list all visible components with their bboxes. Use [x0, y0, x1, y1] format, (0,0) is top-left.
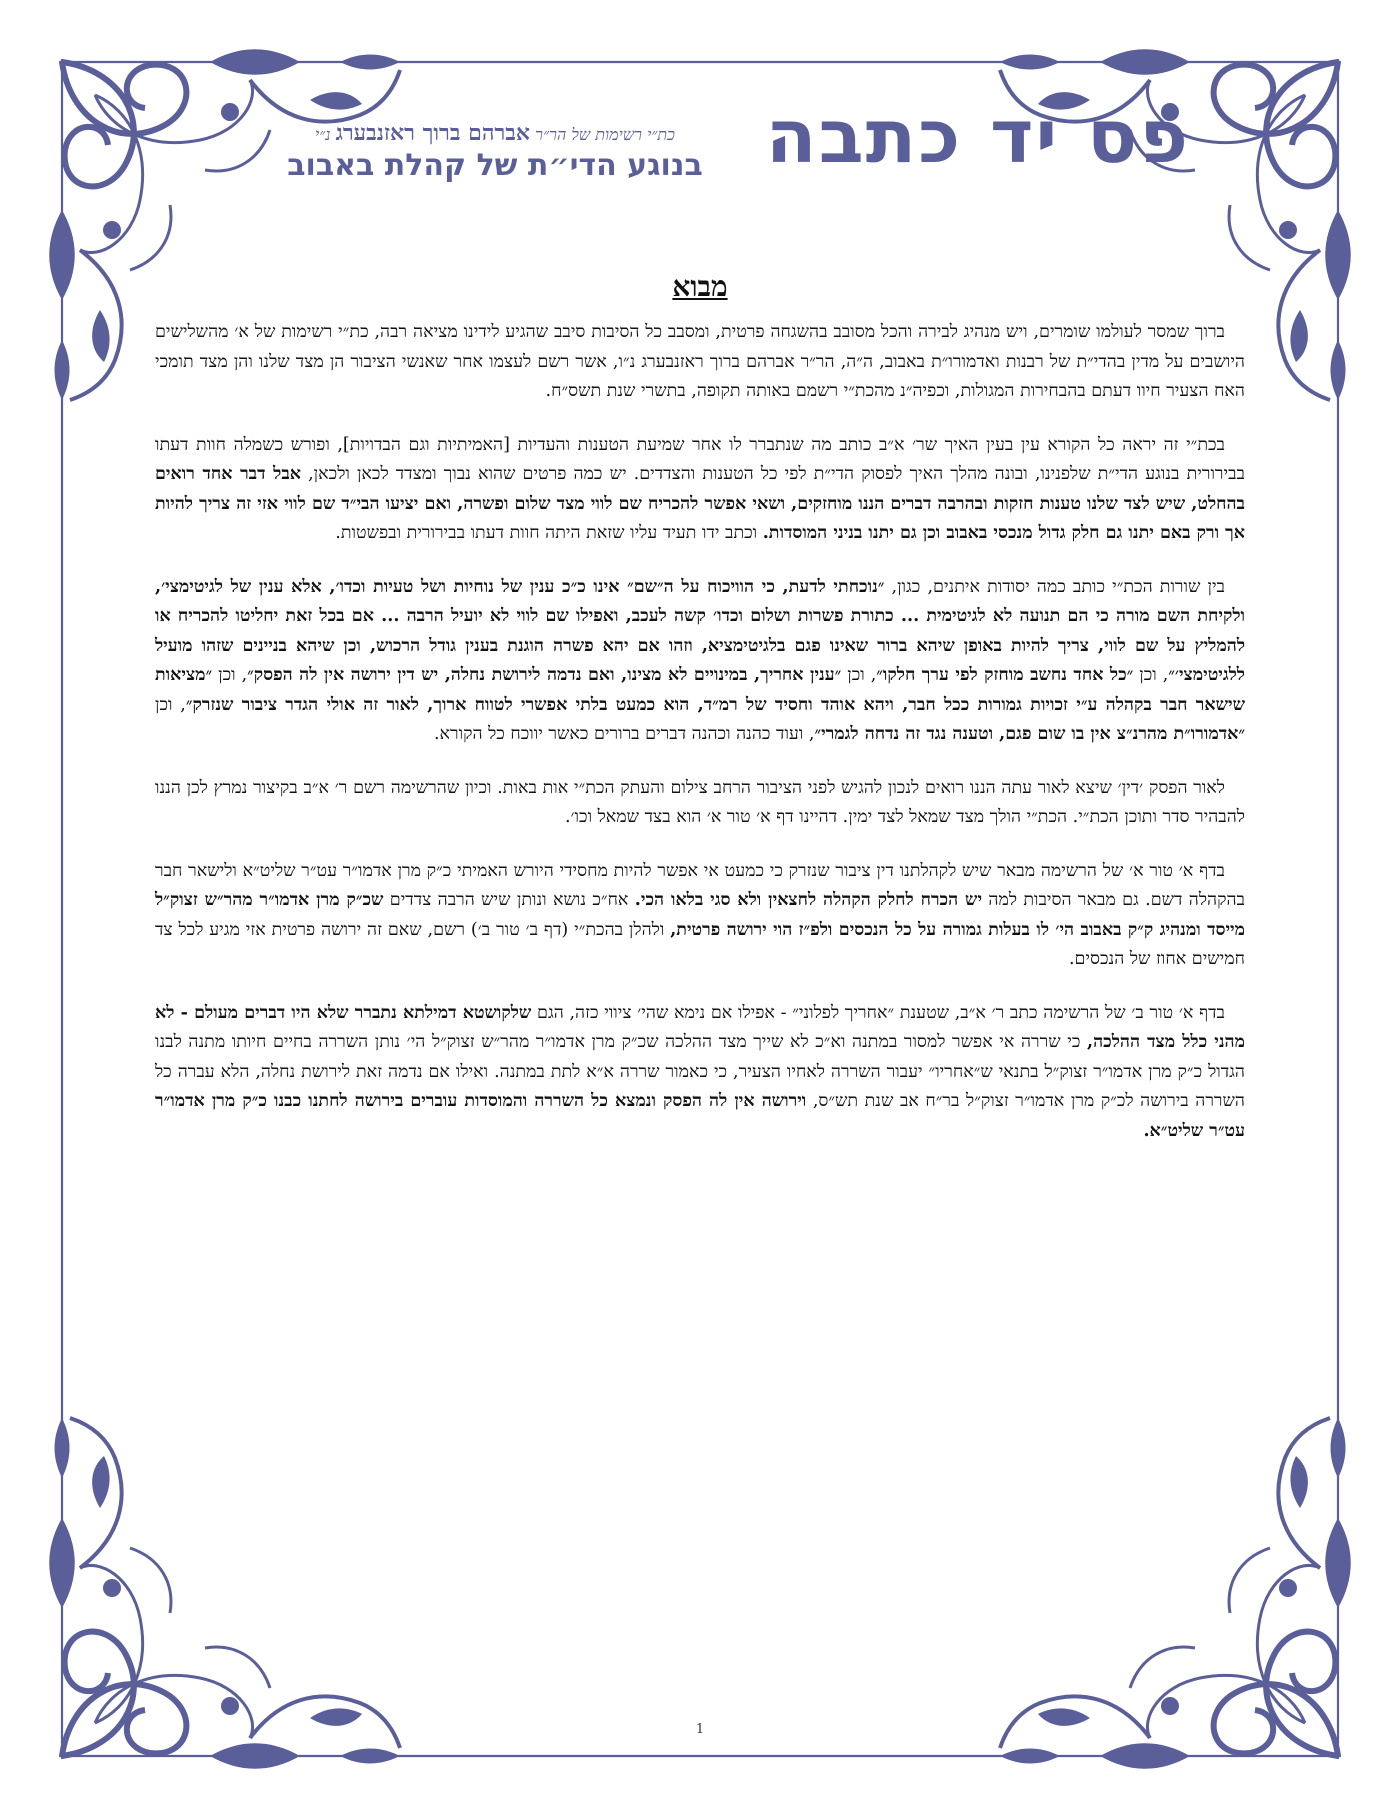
subtitle-line-1: [200, 120, 790, 146]
document-body: [155, 270, 1245, 1170]
paragraph-2: [155, 431, 1245, 549]
paragraph-text: בדף א׳ טור ב׳ של הרשימה כתב ר׳ א״ב, שטענת ״אחריך לפלוני״ - אפילו אם נימא שהי׳ ציווי כזה, הגם: [531, 1002, 1225, 1023]
paragraph-bold-text: ״נוכחתי לדעת, כי הוויכוח על ה״שם״ אינו כ״כ ענין של נוחיות ושל טעיות וכדו׳, אלא ענין של לגיטימצי׳, ולקיחת השם מורה כי הם תנועה לא לגיטימית ... כתורת פשרות ושלום וכדו׳ קשה לעכב, ואפילו שם לווי לא יועיל הרבה ... אם בכל זאת יחליטו להכריח או להמליץ על שם לווי, צריך להיות באופן שיהא ברור שאינו פגם בלגיטימציא, וזהו אם יהא פשרה הוגנת בענין גודל הרכוש, וכן שיהא בניינים שזהו מועיל ללגיטימצי׳״: [155, 576, 1245, 685]
subtitle-block: [200, 120, 790, 183]
paragraph-text: לאור הפסק ׳דין׳ שיצא לאור עתה הננו רואים לנכון להגיש לפני הציבור הרחב צילום והעתק הכת״י אות באות. וכיון שהרשימה רשם ר׳ א״ב בקיצור נמרץ לכן הננו להבהיר סדר ותוכן הכת״י. הכת״י הולך מצד שמאל לצד ימין. דהיינו דף א׳ טור א׳ הוא בצד שמאל וכו׳.: [155, 777, 1245, 827]
subtitle-prefix: כת״י רשימות של הר״ר: [535, 125, 675, 144]
subtitle-suffix: נ״י: [315, 125, 331, 144]
paragraph-text: בדף א׳ טור א׳ של הרשימה מבאר שיש לקהלתנו דין ציבור שנזרק כי כמעט אי אפשר להיות מחסידי היורש האמיתי כ״ק מרן אדמו״ר עט״ר שליט״א ולישאר חבר בהקהלה דשם. גם מבאר הסיבות למה: [155, 860, 1245, 910]
paragraph-text: , וכן: [212, 665, 248, 685]
paragraph-text: ולהלן בהכת״י (דף ב׳ טור ב׳) רשם, שאם זה ירושה פרטית אזי מגיע לכל צד חמישים אחוז של הנכסים.: [155, 919, 1245, 969]
paragraph-bold-text: ״כל אחד נחשב מוחזק לפי ערך חלקו״: [876, 665, 1134, 685]
paragraph-4: [155, 774, 1245, 833]
paragraph-text: בין שורות הכת״י כותב כמה יסודות איתנים, כגון,: [884, 576, 1225, 597]
paragraph-1: [155, 318, 1245, 407]
page-number: 1: [695, 1722, 705, 1737]
author-name: אברהם ברוך ראזנבערג: [335, 120, 531, 146]
paragraph-6: [155, 999, 1245, 1147]
paragraph-bold-text: יש הכרח לחלק הקהלה לחצאין ולא סגי בלאו הכי.: [634, 890, 983, 910]
paragraph-text: בכת״י זה יראה כל הקורא עין בעין האיך שר׳ א״ב כותב מה שנתברר לו אחר שמיעת הטענות והעדיות [האמיתיות וגם הבדויות], ופורש כשמלה חוות דעתו בבירורית בנוגע הדי״ת שלפנינו, ובונה מהלך האיך לפסוק הדי״ת לפי כל הטענות והצדדים. יש כמה פרטים שהוא נבוך ומצדד לכאן ולכאן,: [155, 434, 1245, 484]
paragraph-bold-text: אבל דבר אחד רואים בהחלט, שיש לצד שלנו טענות חזקות ובהרבה דברים הננו מוחזקים, ושאי אפשר להכריח שם לווי מצד שלום ופשרה, ואם יציעו הבי״ד שם לווי אזי זה צריך להיות אך ורק באם יתנו גם חלק גדול מנכסי באבוב וכן גם יתנו בניני המוסדות.: [155, 464, 1245, 543]
subtitle-line-2: בנוגע הדי״ת של קהלת באבוב: [287, 148, 703, 183]
paragraph-bold-text: וירושה אין לה הפסק ונמצא כל השררה והמוסדות עוברים בירושה לחתנו כבנו כ״ק מרן אדמו״ר עט״ר שליט״א.: [155, 1091, 1245, 1141]
document-header: [200, 94, 1190, 210]
paragraph-text: , ועוד כהנה וכהנה דברים ברורים כאשר יווכח כל הקורא.: [433, 724, 815, 744]
paragraph-bold-text: שלקושטא דמילתא נתברר שלא היו דברים מעולם - לא מהני כלל מצד ההלכה,: [155, 1002, 1245, 1052]
paragraph-text: ברוך שמסר לעולמו שומרים, ויש מנהיג לבירה והכל מסובב בהשגחה פרטית, ומסבב כל הסיבות סיבב שהגיע לידינו מציאה רבה, כת״י רשימות של א׳ מהשלישים היושבים על מדין בהדי״ת של רבנות ואדמורו״ת באבוב, ה״ה, הר״ר אברהם ברוך ראזנבערג נ״ו, אשר רשם לעצמו אחר שאנשי הציבור הן מצד שלנו והן מצד תומכי האח הצעיר חיוו דעתם בהבחירות המגולות, וכפיה״נ מהכת״י רשמם באותה תקופה, בתשרי שנת תשס״ח.: [155, 322, 1245, 401]
paragraph-5: [155, 857, 1245, 975]
paragraph-bold-text: ״ענין אחריך, במינויים לא מצינו, ואם נדמה לירושת נחלה, יש דין ירושה אין לה הפסק״: [247, 665, 842, 685]
paragraph-text: , וכן: [841, 665, 877, 685]
paragraph-text: , וכן: [155, 694, 186, 715]
paragraph-text: כי שררה אי אפשר למסור במתנה וא״כ לא שייך מצד ההלכה שכ״ק מרן אדמו״ר מהר״ש זצוק״ל הי׳ נותן השררה בחיים חיותו מתנה לבנו הגדול כ״ק מרן אדמו״ר זצוק״ל בתנאי ש״אחריו״ יעבור השררה לאחיו הצעיר, כי כאמור שררה א״א לתת במתנה. ואילו אם נדמה זאת לירושת נחלה, הלא עברה כל השררה בירושה לכ״ק מרן אדמו״ר זצוק״ל בר״ח אב שנת תש״ס,: [155, 1032, 1245, 1111]
paragraph-3: [155, 573, 1245, 750]
paragraph-text: , וכן: [1133, 665, 1169, 685]
paragraph-text: וכתב ידו תעיד עליו שזאת היתה חוות דעתו בבירורית ובפשטות.: [335, 523, 763, 543]
corner-ornament-bottom-right: [1000, 1418, 1351, 1769]
paragraph-bold-text: ״אדמורו״ת מהרנ״צ אין בו שום פגם, וטענה נגד זה נדחה לגמרי״: [814, 724, 1245, 744]
corner-ornament-bottom-left: [49, 1418, 400, 1769]
paragraph-bold-text: ״מציאות שישאר חבר בקהלה ע״י זכויות גמורות ככל חבר, ויהא אוהד וחסיד של רמ״ד, הוא כמעט בלתי אפשרי לטווח ארוך, לאור זה אולי הגדר ציבור שנזרק״: [155, 665, 1245, 715]
section-heading: מבוא: [672, 270, 728, 303]
paragraph-bold-text: שכ״ק מרן אדמו״ר מהר״ש זצוק״ל מייסד ומנהיג ק״ק באבוב הי׳ לו בעלות גמורה על כל הנכסים ולפ״ז הוי ירושה פרטית,: [155, 890, 1245, 940]
paragraph-text: אח״כ נושא ונותן שיש הרבה צדדים: [383, 890, 635, 910]
main-title: פס יד כתבה: [765, 94, 1190, 180]
